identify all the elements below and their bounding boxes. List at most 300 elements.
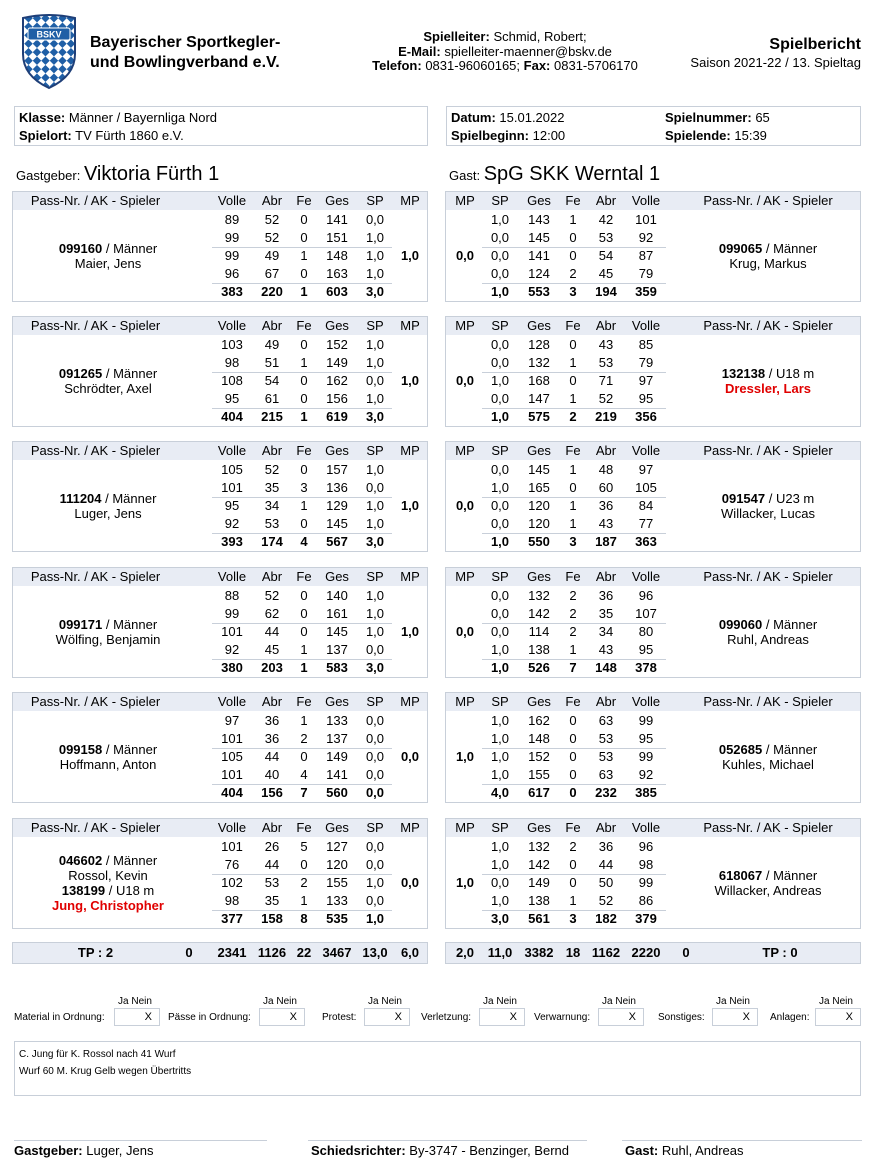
cell-sp: 1,0 <box>365 391 385 406</box>
col-header-fe: Fe <box>565 318 581 333</box>
cell-volle: 101 <box>635 212 657 227</box>
cell-ges: 138 <box>528 642 550 657</box>
cell-sp: 0,0 <box>365 480 385 495</box>
check-box[interactable] <box>259 1008 305 1026</box>
check-mark: X <box>628 1011 636 1023</box>
cell-volle: 95 <box>224 498 240 513</box>
cell-sp: 1,0 <box>490 857 510 872</box>
sum-sp: 1,0 <box>490 284 510 299</box>
cell-abr: 35 <box>598 606 614 621</box>
check-label: Anlagen: <box>770 1012 810 1023</box>
col-header-fe: Fe <box>296 193 312 208</box>
sum-ges: 550 <box>528 534 550 549</box>
cell-fe: 3 <box>300 480 308 495</box>
cell-fe: 1 <box>569 462 577 477</box>
age-class: / U18 m <box>765 366 815 381</box>
cell-fe: 2 <box>300 731 308 746</box>
cell-sp: 0,0 <box>365 212 385 227</box>
svg-text:BSKV: BSKV <box>36 29 62 40</box>
col-header-abr: Abr <box>261 443 283 458</box>
cell-fe: 0 <box>300 588 308 603</box>
org-line-2: und Bowlingverband e.V. <box>90 54 280 71</box>
spielbeginn-label: Spielbeginn: <box>451 128 529 143</box>
check-box[interactable] <box>114 1008 160 1026</box>
cell-sp: 1,0 <box>365 624 385 639</box>
col-header-fe: Fe <box>565 443 581 458</box>
col-header-volle: Volle <box>217 193 247 208</box>
player-pass-line <box>13 491 203 506</box>
cell-ges: 141 <box>326 767 348 782</box>
cell-volle: 99 <box>224 248 240 263</box>
pass-number: 099160 <box>58 241 103 256</box>
cell-sp: 1,0 <box>365 498 385 513</box>
ja-label: Ja <box>483 996 494 1007</box>
cell-abr: 52 <box>264 212 280 227</box>
cell-fe: 2 <box>569 606 577 621</box>
player-info <box>674 617 862 647</box>
col-header-fe: Fe <box>296 694 312 709</box>
cell-volle: 79 <box>638 355 654 370</box>
ja-nein-header <box>118 996 152 1007</box>
pass-number: 091265 <box>58 366 103 381</box>
guest-team-header <box>449 163 660 186</box>
cell-abr: 36 <box>598 498 614 513</box>
player-pass-line <box>13 853 203 868</box>
col-header-volle: Volle <box>631 193 661 208</box>
col-header-volle: Volle <box>217 569 247 584</box>
sum-sp: 3,0 <box>365 660 385 675</box>
ja-nein-header <box>483 996 517 1007</box>
cell-ges: 168 <box>528 373 550 388</box>
col-header-player: Pass-Nr. / AK - Spieler <box>30 443 161 458</box>
class-info-box <box>14 106 428 146</box>
col-header-sp: SP <box>491 820 509 835</box>
report-title: Spielbericht <box>769 36 861 53</box>
sum-fe: 3 <box>569 911 577 926</box>
cell-abr: 43 <box>598 516 614 531</box>
player-info <box>13 366 203 396</box>
cell-abr: 60 <box>598 480 614 495</box>
cell-ges: 149 <box>326 355 348 370</box>
cell-sp: 1,0 <box>365 337 385 352</box>
player-pass-line <box>674 617 862 632</box>
col-header-sp: SP <box>491 694 509 709</box>
match-points: 0,0 <box>400 749 420 764</box>
spielleiter-value: Schmid, Robert; <box>493 29 587 44</box>
player-pass-line <box>674 491 862 506</box>
cell-sp: 1,0 <box>490 731 510 746</box>
pass-number: 099158 <box>58 742 103 757</box>
cell-fe: 2 <box>569 266 577 281</box>
cell-abr: 36 <box>598 839 614 854</box>
cell-volle: 97 <box>638 462 654 477</box>
guest-team-name: SpG SKK Werntal 1 <box>483 163 661 185</box>
cell-ges: 145 <box>326 516 348 531</box>
cell-ges: 152 <box>326 337 348 352</box>
cell-fe: 0 <box>300 749 308 764</box>
cell-fe: 0 <box>300 212 308 227</box>
sum-volle: 404 <box>221 409 243 424</box>
cell-sp: 0,0 <box>490 248 510 263</box>
col-header-volle: Volle <box>631 318 661 333</box>
col-header-mp: MP <box>455 193 475 208</box>
nein-label: Nein <box>131 996 152 1007</box>
cell-abr: 36 <box>598 588 614 603</box>
cell-volle: 92 <box>224 642 240 657</box>
cell-volle: 80 <box>638 624 654 639</box>
check-box[interactable] <box>712 1008 758 1026</box>
cell-sp: 1,0 <box>365 230 385 245</box>
player-pass-line <box>674 868 862 883</box>
sum-sp: 3,0 <box>365 284 385 299</box>
cell-abr: 42 <box>598 212 614 227</box>
sum-abr: 203 <box>261 660 283 675</box>
ja-label: Ja <box>368 996 379 1007</box>
pass-number: 099065 <box>718 241 763 256</box>
cell-volle: 86 <box>638 893 654 908</box>
note-line-2: Wurf 60 M. Krug Gelb wegen Übertritts <box>19 1066 192 1077</box>
host-team-name: Viktoria Fürth 1 <box>83 163 220 185</box>
col-header-mp: MP <box>400 318 420 333</box>
cell-ges: 132 <box>528 839 550 854</box>
host-total-fe: 22 <box>296 945 312 960</box>
cell-ges: 157 <box>326 462 348 477</box>
cell-volle: 99 <box>224 230 240 245</box>
cell-fe: 0 <box>300 462 308 477</box>
cell-abr: 54 <box>598 248 614 263</box>
col-header-sp: SP <box>491 318 509 333</box>
age-class: / U18 m <box>105 883 155 898</box>
host-total-zero: 0 <box>185 945 193 960</box>
cell-abr: 63 <box>598 713 614 728</box>
cell-volle: 95 <box>638 391 654 406</box>
player-info <box>13 617 203 647</box>
cell-fe: 1 <box>300 355 308 370</box>
pass-number: 091547 <box>721 491 766 506</box>
cell-abr: 53 <box>598 230 614 245</box>
cell-abr: 53 <box>264 875 280 890</box>
cell-abr: 34 <box>264 498 280 513</box>
cell-ges: 147 <box>528 391 550 406</box>
cell-ges: 145 <box>326 624 348 639</box>
host-label: Gastgeber: <box>16 168 81 183</box>
cell-ges: 145 <box>528 230 550 245</box>
guest-match-block <box>445 191 861 302</box>
cell-fe: 0 <box>569 337 577 352</box>
col-header-mp: MP <box>455 694 475 709</box>
season-info: Saison 2021-22 / 13. Spieltag <box>690 55 861 70</box>
cell-ges: 145 <box>528 462 550 477</box>
telefon-label: Telefon: <box>372 58 422 73</box>
home-match-block <box>12 567 428 678</box>
cell-fe: 2 <box>569 839 577 854</box>
guest-totals <box>445 942 861 964</box>
cell-volle: 102 <box>221 875 243 890</box>
spielleiter-label: Spielleiter: <box>423 29 490 44</box>
cell-ges: 165 <box>528 480 550 495</box>
cell-sp: 1,0 <box>490 893 510 908</box>
cell-ges: 132 <box>528 355 550 370</box>
col-header-mp: MP <box>400 694 420 709</box>
cell-ges: 155 <box>326 875 348 890</box>
cell-fe: 0 <box>569 373 577 388</box>
player-pass-line <box>13 366 203 381</box>
player-info <box>674 868 862 898</box>
ja-label: Ja <box>819 996 830 1007</box>
player-name: Krug, Markus <box>729 256 807 271</box>
cell-fe: 2 <box>300 875 308 890</box>
cell-abr: 53 <box>598 355 614 370</box>
col-header-abr: Abr <box>595 443 617 458</box>
sum-ges: 526 <box>528 660 550 675</box>
cell-volle: 97 <box>638 373 654 388</box>
sum-sp: 1,0 <box>490 409 510 424</box>
home-match-block <box>12 441 428 552</box>
cell-abr: 49 <box>264 337 280 352</box>
age-class: / Männer <box>102 617 158 632</box>
check-label: Pässe in Ordnung: <box>168 1012 251 1023</box>
col-header-player: Pass-Nr. / AK - Spieler <box>703 193 833 208</box>
cell-sp: 1,0 <box>490 212 510 227</box>
pass-number: 132138 <box>721 366 766 381</box>
sum-abr: 194 <box>595 284 617 299</box>
sum-fe: 3 <box>569 534 577 549</box>
cell-ges: 140 <box>326 588 348 603</box>
cell-ges: 142 <box>528 606 550 621</box>
col-header-ges: Ges <box>325 569 349 584</box>
telefon-value: 0831-96060165; <box>425 58 521 73</box>
klasse-value: Männer / Bayernliga Nord <box>68 110 218 125</box>
cell-ges: 156 <box>326 391 348 406</box>
cell-volle: 96 <box>224 266 240 281</box>
cell-abr: 52 <box>264 588 280 603</box>
cell-fe: 0 <box>569 480 577 495</box>
col-header-ges: Ges <box>527 443 551 458</box>
cell-fe: 1 <box>300 642 308 657</box>
player-pass-line <box>13 742 203 757</box>
col-header-player: Pass-Nr. / AK - Spieler <box>30 694 161 709</box>
check-box[interactable] <box>364 1008 410 1026</box>
cell-ges: 163 <box>326 266 348 281</box>
cell-volle: 98 <box>224 893 240 908</box>
cell-ges: 149 <box>528 875 550 890</box>
col-header-sp: SP <box>491 443 509 458</box>
match-points: 1,0 <box>400 498 420 513</box>
sum-fe: 7 <box>569 660 577 675</box>
cell-ges: 128 <box>528 337 550 352</box>
cell-ges: 142 <box>528 857 550 872</box>
guest-label: Gast: <box>449 168 481 183</box>
fax-value: 0831-5706170 <box>554 58 638 73</box>
cell-fe: 1 <box>569 498 577 513</box>
cell-fe: 1 <box>569 212 577 227</box>
cell-abr: 61 <box>264 391 280 406</box>
cell-fe: 0 <box>300 391 308 406</box>
cell-fe: 1 <box>569 516 577 531</box>
check-box[interactable] <box>598 1008 644 1026</box>
sum-abr: 232 <box>595 785 617 800</box>
age-class: / Männer <box>102 241 158 256</box>
cell-ges: 162 <box>528 713 550 728</box>
sum-volle: 393 <box>221 534 243 549</box>
match-points: 0,0 <box>455 498 475 513</box>
guest-total-sp: 11,0 <box>487 945 513 960</box>
cell-abr: 44 <box>264 624 280 639</box>
referee-signature-line <box>308 1140 587 1141</box>
cell-abr: 53 <box>598 749 614 764</box>
match-points: 0,0 <box>455 248 475 263</box>
sum-abr: 187 <box>595 534 617 549</box>
check-box[interactable] <box>815 1008 861 1026</box>
cell-sp: 1,0 <box>490 373 510 388</box>
cell-volle: 85 <box>638 337 654 352</box>
cell-sp: 1,0 <box>365 606 385 621</box>
col-header-volle: Volle <box>631 443 661 458</box>
guest-match-block <box>445 441 861 552</box>
cell-volle: 103 <box>221 337 243 352</box>
cell-ges: 132 <box>528 588 550 603</box>
check-label: Material in Ordnung: <box>14 1012 105 1023</box>
host-total-ges: 3467 <box>322 945 352 960</box>
cell-ges: 133 <box>326 893 348 908</box>
sum-abr: 174 <box>261 534 283 549</box>
cell-abr: 34 <box>598 624 614 639</box>
cell-volle: 88 <box>224 588 240 603</box>
col-header-abr: Abr <box>261 318 283 333</box>
cell-volle: 92 <box>638 767 654 782</box>
ja-nein-header <box>716 996 750 1007</box>
cell-abr: 54 <box>264 373 280 388</box>
sum-ges: 560 <box>326 785 348 800</box>
col-header-ges: Ges <box>527 318 551 333</box>
referee-signature <box>311 1143 569 1158</box>
col-header-abr: Abr <box>595 694 617 709</box>
cell-abr: 50 <box>598 875 614 890</box>
check-mark: X <box>742 1011 750 1023</box>
col-header-player: Pass-Nr. / AK - Spieler <box>30 569 161 584</box>
cell-fe: 1 <box>569 642 577 657</box>
cell-ges: 114 <box>528 624 550 639</box>
cell-sp: 1,0 <box>490 642 510 657</box>
col-header-mp: MP <box>455 820 475 835</box>
sum-sp: 3,0 <box>490 911 510 926</box>
guest-total-mp: 2,0 <box>455 945 475 960</box>
player-info <box>674 491 862 521</box>
col-header-sp: SP <box>366 318 384 333</box>
cell-sp: 1,0 <box>365 875 385 890</box>
cell-abr: 71 <box>598 373 614 388</box>
cell-sp: 0,0 <box>365 749 385 764</box>
cell-fe: 1 <box>300 893 308 908</box>
age-class: / Männer <box>102 853 158 868</box>
col-header-fe: Fe <box>296 569 312 584</box>
cell-volle: 105 <box>221 749 243 764</box>
nein-label: Nein <box>381 996 402 1007</box>
col-header-player: Pass-Nr. / AK - Spieler <box>703 569 833 584</box>
match-points: 0,0 <box>455 373 475 388</box>
guest-match-block <box>445 818 861 929</box>
col-header-sp: SP <box>491 193 509 208</box>
sum-abr: 215 <box>261 409 283 424</box>
cell-ges: 152 <box>528 749 550 764</box>
player-name: Maier, Jens <box>74 256 142 271</box>
sum-ges: 561 <box>528 911 550 926</box>
cell-abr: 52 <box>598 391 614 406</box>
cell-ges: 120 <box>326 857 348 872</box>
nein-label: Nein <box>832 996 853 1007</box>
cell-ges: 129 <box>326 498 348 513</box>
match-info-box <box>446 106 861 146</box>
cell-fe: 1 <box>300 713 308 728</box>
cell-volle: 97 <box>224 713 240 728</box>
divider <box>212 874 392 875</box>
cell-fe: 0 <box>569 248 577 263</box>
check-mark: X <box>394 1011 402 1023</box>
host-total-abr: 1126 <box>257 945 287 960</box>
cell-sp: 0,0 <box>365 767 385 782</box>
home-match-block <box>12 191 428 302</box>
sum-volle: 385 <box>635 785 657 800</box>
divider <box>482 874 666 875</box>
host-signature <box>14 1143 153 1158</box>
cell-fe: 1 <box>300 498 308 513</box>
sum-fe: 0 <box>569 785 577 800</box>
email-value[interactable]: spielleiter-maenner@bskv.de <box>444 43 612 59</box>
col-header-abr: Abr <box>261 820 283 835</box>
check-mark: X <box>144 1011 152 1023</box>
cell-volle: 95 <box>638 642 654 657</box>
check-mark: X <box>845 1011 853 1023</box>
cell-sp: 1,0 <box>490 839 510 854</box>
cell-abr: 49 <box>264 248 280 263</box>
cell-volle: 95 <box>224 391 240 406</box>
sum-volle: 378 <box>635 660 657 675</box>
cell-volle: 101 <box>221 731 243 746</box>
host-signature-value: Luger, Jens <box>86 1143 154 1158</box>
check-box[interactable] <box>479 1008 525 1026</box>
cell-volle: 95 <box>638 731 654 746</box>
cell-volle: 101 <box>221 767 243 782</box>
ja-nein-header <box>819 996 853 1007</box>
cell-fe: 1 <box>569 355 577 370</box>
notes-box <box>14 1041 861 1096</box>
col-header-mp: MP <box>455 443 475 458</box>
sum-ges: 617 <box>528 785 550 800</box>
cell-volle: 96 <box>638 588 654 603</box>
cell-volle: 98 <box>638 857 654 872</box>
cell-ges: 138 <box>528 893 550 908</box>
cell-volle: 105 <box>221 462 243 477</box>
col-header-fe: Fe <box>565 193 581 208</box>
nein-label: Nein <box>615 996 636 1007</box>
sum-fe: 2 <box>569 409 577 424</box>
sum-fe: 7 <box>300 785 308 800</box>
col-header-abr: Abr <box>595 193 617 208</box>
spielleiter-contact <box>330 30 680 74</box>
divider <box>482 748 666 749</box>
match-points: 1,0 <box>455 749 475 764</box>
col-header-sp: SP <box>366 569 384 584</box>
col-header-abr: Abr <box>261 193 283 208</box>
age-class: / Männer <box>762 868 818 883</box>
col-header-sp: SP <box>491 569 509 584</box>
col-header-ges: Ges <box>527 569 551 584</box>
ja-label: Ja <box>263 996 274 1007</box>
sum-fe: 3 <box>569 284 577 299</box>
col-header-sp: SP <box>366 443 384 458</box>
cell-fe: 0 <box>569 875 577 890</box>
match-points: 1,0 <box>400 373 420 388</box>
